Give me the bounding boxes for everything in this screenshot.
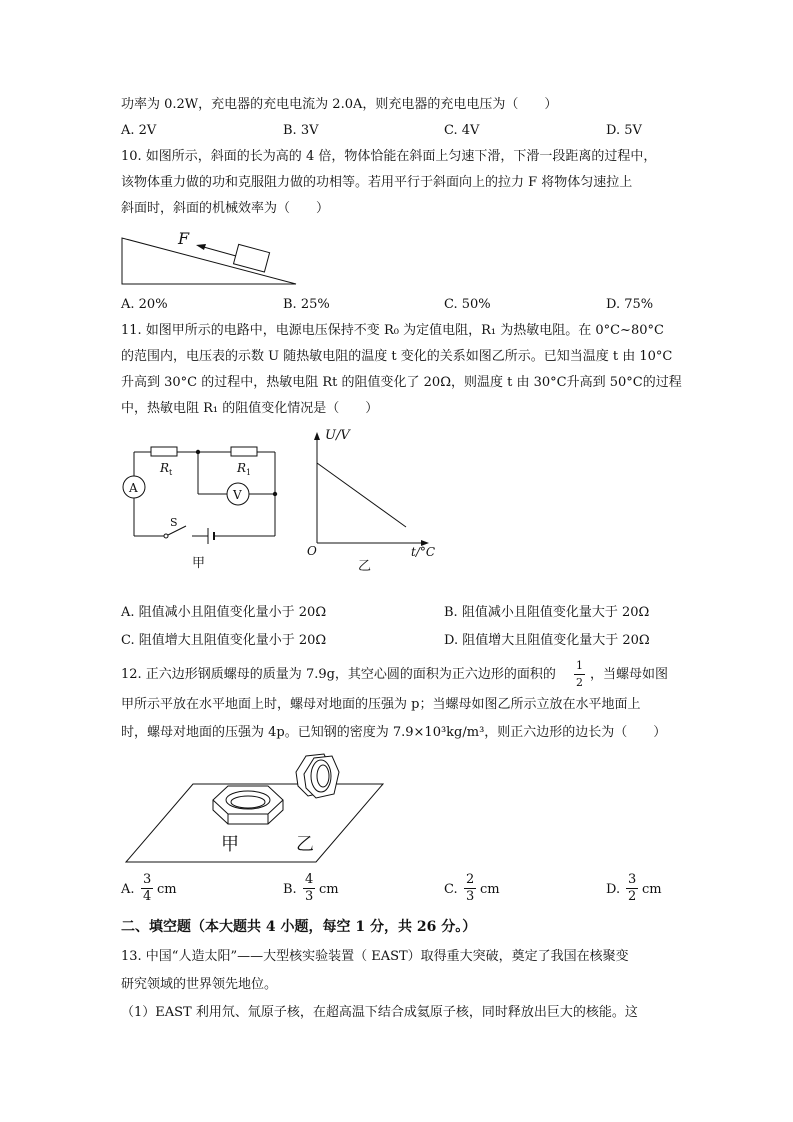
q13-line3: （1）EAST 利用氘、氚原子核，在超高温下结合成氦原子核，同时释放出巨大的核能。这 xyxy=(121,1005,638,1020)
nut-caption-left: 甲 xyxy=(221,834,239,855)
q12-option-d-unit: cm xyxy=(642,882,662,897)
q12-option-a-letter: A. xyxy=(121,882,135,897)
q12-option-b-unit: cm xyxy=(319,882,339,897)
q12-option-a-den: 4 xyxy=(143,889,152,904)
switch-label: S xyxy=(170,516,178,529)
q12-option-a-num: 3 xyxy=(143,872,152,887)
svg-text:Rt xyxy=(159,461,173,477)
q12-option-d-num: 3 xyxy=(628,872,637,887)
q10-option-c: C. 50% xyxy=(444,297,491,312)
q12-fraction xyxy=(574,658,585,691)
q11-option-d: D. 阻值增大且阻值变化量大于 20Ω xyxy=(444,633,650,648)
q12-option-b-num: 4 xyxy=(305,872,314,887)
q12-option-a-unit: cm xyxy=(157,882,177,897)
q12-frac-num: 1 xyxy=(574,658,585,675)
section-heading: 二、填空题（本大题共 4 小题，每空 1 分，共 26 分。） xyxy=(121,919,477,935)
nut-figure xyxy=(118,750,398,870)
voltage-temperature-graph xyxy=(303,425,453,575)
q12-line3: 时，螺母对地面的压强为 4p。已知钢的密度为 7.9×10³kg/m³，则正六边形的边长为（ ） xyxy=(121,725,667,740)
rt-label: R xyxy=(160,461,170,475)
q12-option-c-den: 3 xyxy=(466,889,475,904)
q10-option-b: B. 25% xyxy=(283,297,330,312)
q11-line4: 中，热敏电阻 R₁ 的阻值变化情况是（ ） xyxy=(121,401,379,416)
q10-option-a: A. 20% xyxy=(121,297,168,312)
q12-option-d-fraction xyxy=(626,872,638,905)
svg-text:R1 xyxy=(236,461,251,477)
q10-line2: 该物体重力做的功和克服阻力做的功相等。若用平行于斜面向上的拉力 F 将物体匀速拉上 xyxy=(121,175,633,190)
q12-option-c-unit: cm xyxy=(480,882,500,897)
q11-option-b: B. 阻值减小且阻值变化量大于 20Ω xyxy=(444,605,650,620)
q12-option-a-fraction xyxy=(141,872,153,905)
q9-option-b: B. 3V xyxy=(283,123,319,138)
voltmeter-label: V xyxy=(233,488,242,502)
q11-line2: 的范围内，电压表的示数 U 随热敏电阻的温度 t 变化的关系如图乙所示。已知当温度 t 由 10°C xyxy=(121,349,673,364)
x-axis-label: t/°C xyxy=(411,545,436,559)
force-label-f: F xyxy=(178,229,190,248)
r1-label: R xyxy=(237,461,247,475)
q12-line2: 甲所示平放在水平地面上时，螺母对地面的压强为 p；当螺母如图乙所示立放在水平地面上 xyxy=(121,697,641,712)
q9-text: 功率为 0.2W，充电器的充电电流为 2.0A，则充电器的充电电压为（ ） xyxy=(121,97,558,112)
q12-option-d-den: 2 xyxy=(628,889,637,904)
graph-caption: 乙 xyxy=(358,559,372,574)
q11-line1: 11. 如图甲所示的电路中，电源电压保持不变 R₀ 为定值电阻，R₁ 为热敏电阻。在 0°C~80°C xyxy=(121,323,664,338)
q9-option-a: A. 2V xyxy=(121,123,157,138)
ammeter-label: A xyxy=(129,481,138,495)
q12-option-b-letter: B. xyxy=(283,882,297,897)
q12-option-c-letter: C. xyxy=(444,882,458,897)
q11-option-a: A. 阻值减小且阻值变化量小于 20Ω xyxy=(121,605,327,620)
nut-caption-right: 乙 xyxy=(296,834,314,855)
rt-subscript: t xyxy=(169,468,173,477)
origin-label: O xyxy=(307,544,317,558)
incline-block xyxy=(234,244,270,272)
q12-frac-den: 2 xyxy=(576,676,583,689)
r1-subscript: 1 xyxy=(246,468,252,477)
q12-line1a: 12. 正六边形钢质螺母的质量为 7.9g，其空心圆的面积为正六边形的面积的 xyxy=(121,667,556,682)
circuit-caption: 甲 xyxy=(192,556,206,571)
resistor-r1 xyxy=(231,447,257,456)
q12-option-c-num: 2 xyxy=(466,872,475,887)
graph-line xyxy=(317,463,406,527)
y-axis-label: U/V xyxy=(325,428,350,443)
q13-line2: 研究领域的世界领先地位。 xyxy=(121,977,278,992)
q12-option-c-fraction xyxy=(464,872,476,905)
q12-line1b: ，当螺母如图 xyxy=(590,667,669,682)
nut-flat xyxy=(213,786,283,824)
q12-option-b-den: 3 xyxy=(305,889,314,904)
circuit-diagram xyxy=(120,428,290,578)
q10-option-d: D. 75% xyxy=(606,297,654,312)
incline-figure xyxy=(118,226,318,286)
q11-line3: 升高到 30°C 的过程中，热敏电阻 Rt 的阻值变化了 20Ω，则温度 t 由 30°C升高到 50°C的过程 xyxy=(121,375,682,390)
q9-option-c: C. 4V xyxy=(444,123,480,138)
nut-standing xyxy=(296,754,339,798)
q10-line1: 10. 如图所示，斜面的长为高的 4 倍，物体恰能在斜面上匀速下滑，下滑一段距离的过程中， xyxy=(121,149,657,164)
q12-option-b-fraction xyxy=(303,872,315,905)
q10-line3: 斜面时，斜面的机械效率为（ ） xyxy=(121,201,330,216)
q12-option-d-letter: D. xyxy=(606,882,621,897)
q9-option-d: D. 5V xyxy=(606,123,642,138)
q11-option-c: C. 阻值增大且阻值变化量小于 20Ω xyxy=(121,633,327,648)
resistor-rt xyxy=(151,447,177,456)
q13-line1: 13. 中国“人造太阳”——大型核实验装置（ EAST）取得重大突破，奠定了我国在核聚变 xyxy=(121,949,629,964)
